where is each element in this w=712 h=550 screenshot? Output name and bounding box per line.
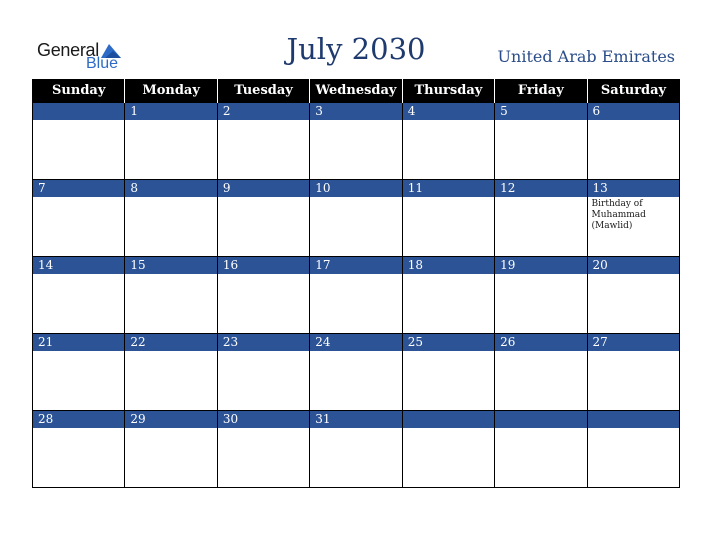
week-row xyxy=(33,411,680,488)
day-cell xyxy=(402,411,494,488)
logo-blue-text: Blue xyxy=(86,55,119,72)
day-cell xyxy=(33,334,125,411)
day-cell xyxy=(587,103,679,180)
day-cell xyxy=(125,411,217,488)
day-cell xyxy=(33,257,125,334)
day-number: 7 xyxy=(33,180,124,197)
day-cell xyxy=(402,334,494,411)
day-cell xyxy=(587,334,679,411)
weekday-header: Tuesday xyxy=(217,79,309,103)
day-number xyxy=(587,411,679,428)
day-number: 3 xyxy=(309,103,401,120)
day-cell xyxy=(495,103,587,180)
weekday-header: Wednesday xyxy=(310,79,402,103)
week-row xyxy=(33,334,680,411)
day-number: 5 xyxy=(494,103,586,120)
day-number: 10 xyxy=(309,180,401,197)
day-number: 20 xyxy=(587,257,679,274)
logo-general-text: General xyxy=(37,40,99,60)
day-cell xyxy=(495,411,587,488)
holiday-event: Birthday of Muhammad (Mawlid) xyxy=(591,199,646,231)
day-cell xyxy=(310,257,402,334)
day-number: 30 xyxy=(217,411,309,428)
day-cell xyxy=(402,103,494,180)
day-number: 22 xyxy=(124,334,216,351)
day-number: 26 xyxy=(494,334,586,351)
day-number: 23 xyxy=(217,334,309,351)
day-number: 11 xyxy=(402,180,494,197)
day-cell xyxy=(125,180,217,257)
day-number: 12 xyxy=(494,180,586,197)
weekday-header-row xyxy=(33,79,680,103)
day-number: 24 xyxy=(309,334,401,351)
day-number: 13 xyxy=(587,180,679,197)
day-cell xyxy=(495,334,587,411)
day-cell xyxy=(217,103,309,180)
day-number: 8 xyxy=(124,180,216,197)
day-cell xyxy=(125,257,217,334)
week-row xyxy=(33,103,680,180)
day-cell xyxy=(217,334,309,411)
day-number: 2 xyxy=(217,103,309,120)
day-number: 16 xyxy=(217,257,309,274)
week-row xyxy=(33,180,680,257)
day-number: 25 xyxy=(402,334,494,351)
day-number: 18 xyxy=(402,257,494,274)
day-number: 19 xyxy=(494,257,586,274)
day-cell xyxy=(310,334,402,411)
calendar-grid xyxy=(32,79,680,488)
day-cell xyxy=(33,411,125,488)
day-cell xyxy=(495,180,587,257)
day-number: 1 xyxy=(124,103,216,120)
weekday-header: Sunday xyxy=(33,79,125,103)
day-number xyxy=(33,103,124,120)
day-number: 9 xyxy=(217,180,309,197)
day-number: 14 xyxy=(33,257,124,274)
day-cell xyxy=(587,411,679,488)
day-cell xyxy=(217,257,309,334)
day-cell xyxy=(587,257,679,334)
day-number: 15 xyxy=(124,257,216,274)
weekday-header: Saturday xyxy=(587,79,679,103)
day-cell xyxy=(402,257,494,334)
day-number: 17 xyxy=(309,257,401,274)
weekday-header: Thursday xyxy=(402,79,494,103)
day-cell xyxy=(33,103,125,180)
day-number: 29 xyxy=(124,411,216,428)
day-cell xyxy=(310,103,402,180)
day-number: 6 xyxy=(587,103,679,120)
day-number: 21 xyxy=(33,334,124,351)
day-cell xyxy=(310,180,402,257)
day-number xyxy=(402,411,494,428)
month-title: July 2030 xyxy=(286,32,426,66)
day-number: 28 xyxy=(33,411,124,428)
day-number: 31 xyxy=(309,411,401,428)
weekday-header: Friday xyxy=(495,79,587,103)
day-number: 27 xyxy=(587,334,679,351)
day-cell xyxy=(33,180,125,257)
day-number: 4 xyxy=(402,103,494,120)
day-cell xyxy=(125,103,217,180)
day-cell xyxy=(217,180,309,257)
week-row xyxy=(33,257,680,334)
day-cell xyxy=(402,180,494,257)
day-cell xyxy=(310,411,402,488)
day-cell xyxy=(495,257,587,334)
day-cell xyxy=(217,411,309,488)
day-cell xyxy=(125,334,217,411)
weekday-header: Monday xyxy=(125,79,217,103)
day-number xyxy=(494,411,586,428)
country-name: United Arab Emirates xyxy=(497,47,675,66)
day-cell xyxy=(587,180,679,257)
